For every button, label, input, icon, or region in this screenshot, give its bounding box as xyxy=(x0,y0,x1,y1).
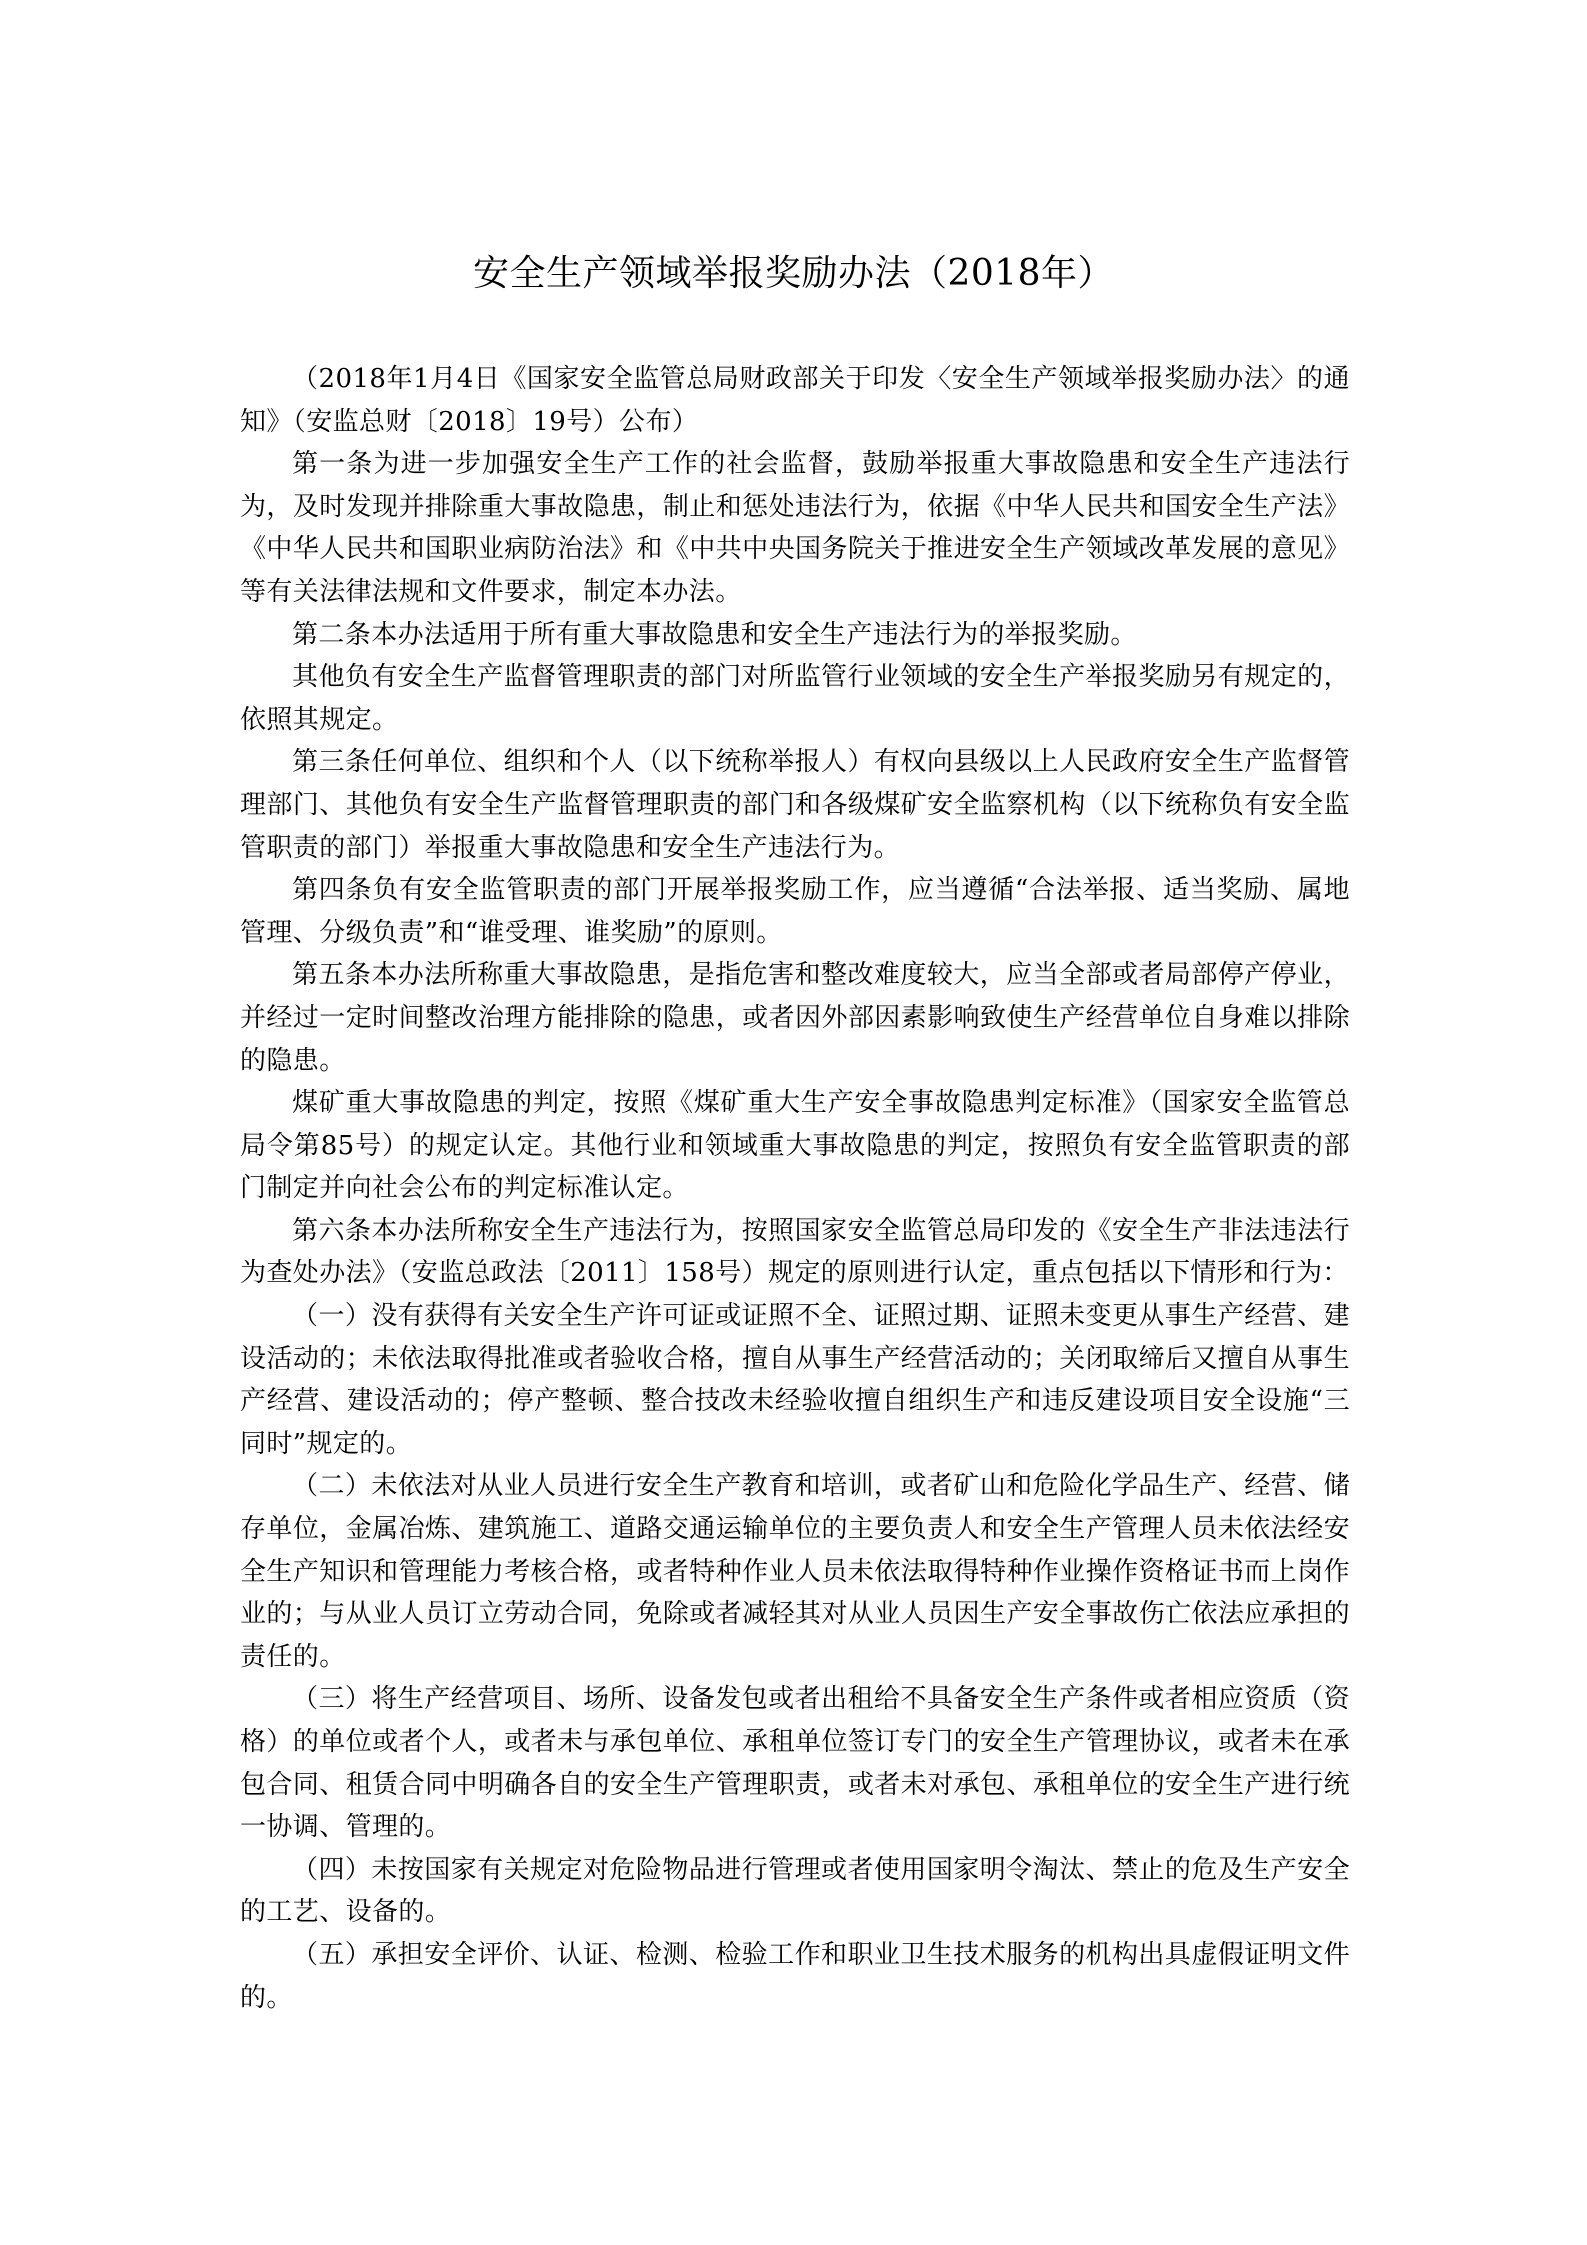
article-6-item-3-paragraph: （三）将生产经营项目、场所、设备发包或者出租给不具备安全生产条件或者相应资质（资格）的单位或者个人，或者未与承包单位、承租单位签订专门的安全生产管理协议，或者未在承包合同、租赁合同中明确各自的安全生产管理职责，或者未对承包、承租单位的安全生产进行统一协调、管理的。 xyxy=(240,1684,1350,1843)
article-6-item-1-paragraph: （一）没有获得有关安全生产许可证或证照不全、证照过期、证照未变更从事生产经营、建设活动的；未依法取得批准或者验收合格，擅自从事生产经营活动的；关闭取缔后又擅自从事生产经营、建设活动的；停产整顿、整合技改未经验收擅自组织生产和违反建设项目安全设施“三同时”规定的。 xyxy=(240,1301,1350,1459)
article-5-supplement-paragraph: 煤矿重大事故隐患的判定，按照《煤矿重大生产安全事故隐患判定标准》（国家安全监管总局令第85号）的规定认定。其他行业和领域重大事故隐患的判定，按照负有安全监管职责的部门制定并向社会公布的判定标准认定。 xyxy=(240,1088,1350,1204)
article-5-paragraph: 第五条本办法所称重大事故隐患，是指危害和整改难度较大，应当全部或者局部停产停业，并经过一定时间整改治理方能排除的隐患，或者因外部因素影响致使生产经营单位自身难以排除的隐患。 xyxy=(240,960,1350,1076)
document-title: 安全生产领域举报奖励办法（2018年） xyxy=(472,253,1115,294)
article-6-item-5-paragraph: （五）承担安全评价、认证、检测、检验工作和职业卫生技术服务的机构出具虚假证明文件的。 xyxy=(240,1939,1350,2013)
article-2-paragraph: 第二条本办法适用于所有重大事故隐患和安全生产违法行为的举报奖励。 xyxy=(292,619,1137,650)
article-6-item-2-paragraph: （二）未依法对从业人员进行安全生产教育和培训，或者矿山和危险化学品生产、经营、储存单位，金属冶炼、建筑施工、道路交通运输单位的主要负责人和安全生产管理人员未依法经安全生产知识和管理能力考核合格，或者特种作业人员未依法取得特种作业操作资格证书而上岗作业的；与从业人员订立劳动合同，免除或者减轻其对从业人员因生产安全事故伤亡依法应承担的责任的。 xyxy=(240,1471,1350,1672)
article-1-paragraph: 第一条为进一步加强安全生产工作的社会监督，鼓励举报重大事故隐患和安全生产违法行为，及时发现并排除重大事故隐患，制止和惩处违法行为，依据《中华人民共和国安全生产法》《中华人民共和国职业病防治法》和《中共中央国务院关于推进安全生产领域改革发展的意见》等有关法律法规和文件要求，制定本办法。 xyxy=(240,449,1350,607)
document-body xyxy=(240,358,1350,2019)
article-4-paragraph: 第四条负有安全监管职责的部门开展举报奖励工作，应当遵循“合法举报、适当奖励、属地管理、分级负责”和“谁受理、谁奖励”的原则。 xyxy=(240,875,1350,948)
article-6-paragraph: 第六条本办法所称安全生产违法行为，按照国家安全监管总局印发的《安全生产非法违法行为查处办法》（安监总政法〔2011〕158号）规定的原则进行认定，重点包括以下情形和行为： xyxy=(240,1215,1350,1289)
article-3-paragraph: 第三条任何单位、组织和个人（以下统称举报人）有权向县级以上人民政府安全生产监督管理部门、其他负有安全生产监督管理职责的部门和各级煤矿安全监察机构（以下统称负有安全监管职责的部门）举报重大事故隐患和安全生产违法行为。 xyxy=(240,747,1350,863)
article-6-item-4-paragraph: （四）未按国家有关规定对危险物品进行管理或者使用国家明令淘汰、禁止的危及生产安全的工艺、设备的。 xyxy=(240,1854,1350,1928)
preamble-paragraph: （2018年1月4日《国家安全监管总局财政部关于印发〈安全生产领域举报奖励办法〉的通知》（安监总财〔2018〕19号）公布） xyxy=(240,364,1350,437)
article-2-supplement-paragraph: 其他负有安全生产监督管理职责的部门对所监管行业领域的安全生产举报奖励另有规定的，依照其规定。 xyxy=(240,662,1350,735)
